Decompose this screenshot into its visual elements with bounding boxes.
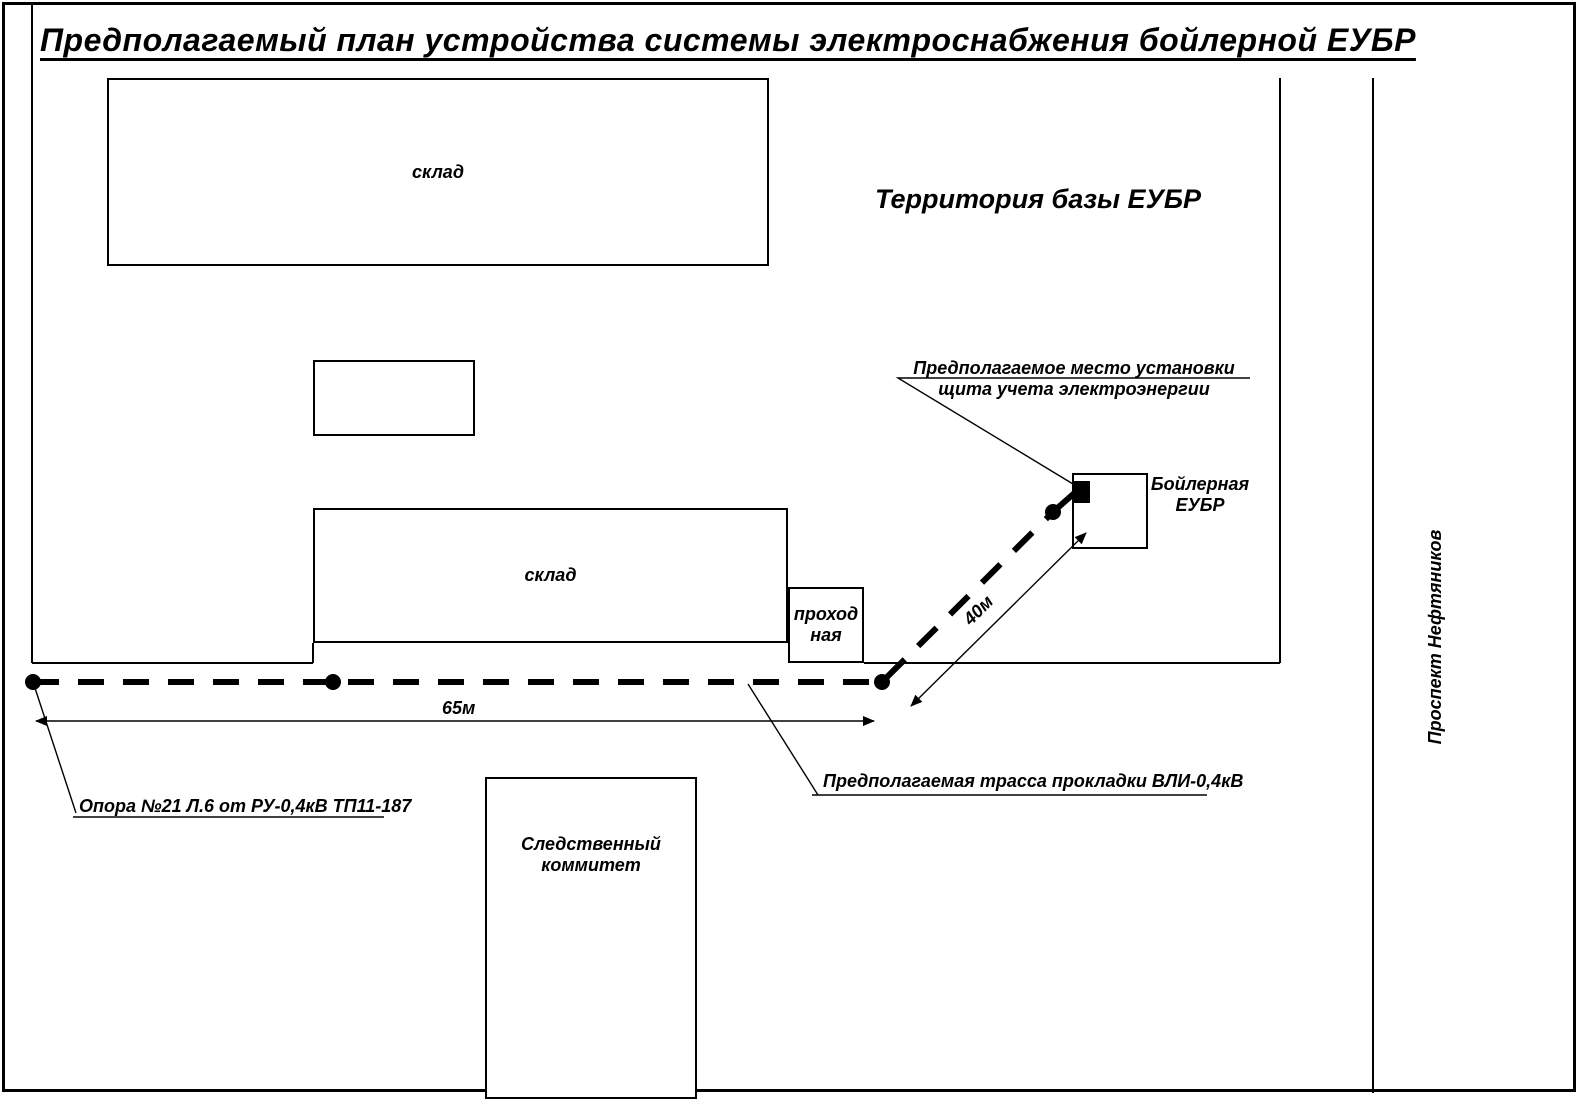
warehouse-top-label: склад (412, 161, 464, 182)
route-annotation-leader (748, 684, 818, 795)
pole-node-corner (874, 674, 890, 690)
route-annotation: Предполагаемая трасса прокладки ВЛИ-0,4кВ (823, 771, 1244, 791)
territory-label: Территория базы ЕУБР (875, 184, 1201, 214)
gatehouse-label-line2: ная (810, 625, 842, 645)
cable-route-dashed-line (33, 512, 1053, 682)
boiler-label-line1: Бойлерная (1150, 474, 1250, 494)
page-title: Предполагаемый план устройства системы электроснабжения бойлерной ЕУБР (40, 22, 1416, 58)
meter-annotation-line1: Предполагаемое место установки (913, 358, 1235, 378)
pole-node-middle (325, 674, 341, 690)
meter-annotation-line2: щита учета электроэнергии (938, 379, 1210, 399)
dimension-label-65m: 65м (442, 698, 476, 718)
street-label: Проспект Нефтяников (1425, 529, 1445, 745)
committee-label-line1: Следственный (521, 834, 661, 854)
gatehouse-label-line1: проход (793, 604, 859, 624)
boiler-label-line2: ЕУБР (1175, 495, 1225, 515)
dimension-label-40m: 40м (959, 591, 998, 630)
territory-boundary (32, 5, 1280, 663)
committee-label-line2: коммитет (541, 855, 641, 875)
pole-annotation-leader (33, 682, 76, 813)
leader-lines (33, 378, 1250, 817)
warehouse-mid-label: склад (524, 565, 577, 585)
pole-node-boiler (1045, 504, 1061, 520)
pole-annotation: Опора №21 Л.6 от РУ-0,4кВ ТП11-187 (79, 796, 412, 816)
meter-panel-mark (1073, 481, 1090, 503)
dimension-line-40m (911, 533, 1086, 706)
